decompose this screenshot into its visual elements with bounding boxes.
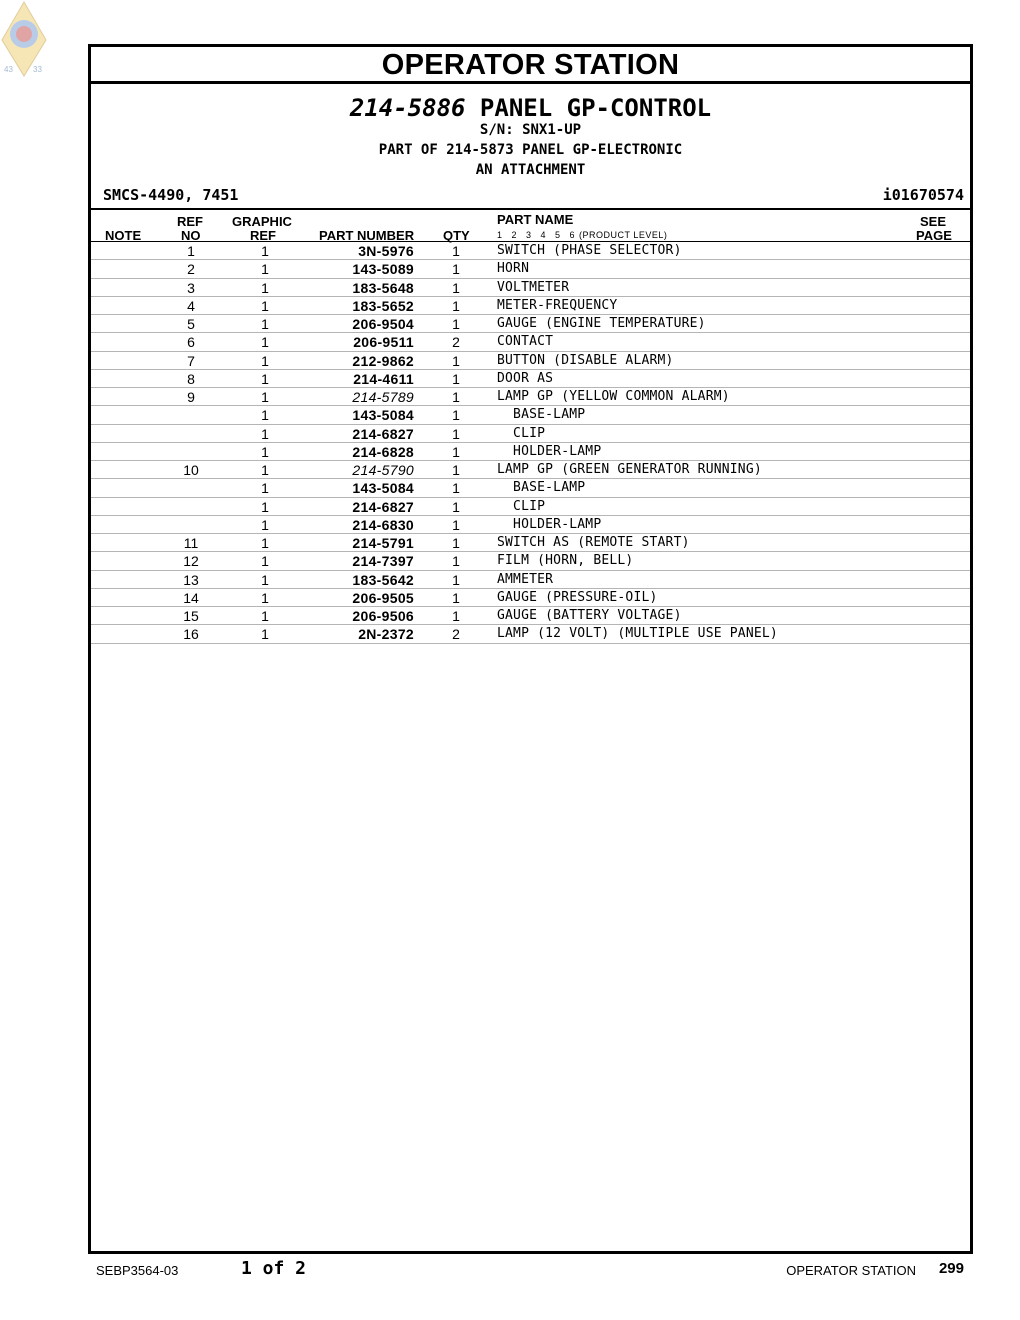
- ref-number: 7: [187, 352, 195, 369]
- section-title: OPERATOR STATION: [91, 47, 970, 84]
- product-level-header: [497, 230, 667, 240]
- table-row: [91, 297, 970, 315]
- table-row: [91, 607, 970, 625]
- part-number: 206-9504: [352, 316, 414, 332]
- graphic-ref: 1: [261, 480, 269, 497]
- ref-number: 10: [183, 462, 199, 478]
- table-header: [91, 210, 970, 242]
- quantity: 1: [452, 516, 460, 533]
- quantity: 1: [452, 407, 460, 424]
- ref-number: 13: [183, 571, 199, 588]
- illustration-id: i01670574: [882, 186, 964, 204]
- parts-list: [91, 242, 970, 644]
- part-number: 2N-2372: [358, 626, 414, 643]
- ref-number: 2: [187, 261, 195, 278]
- group-name: PANEL GP-CONTROL: [479, 94, 712, 122]
- attachment-line: AN ATTACHMENT: [475, 162, 586, 178]
- graphic-ref: 1: [261, 316, 269, 332]
- part-name: LAMP GP (YELLOW COMMON ALARM): [497, 389, 730, 404]
- part-number: 214-5790: [352, 462, 414, 478]
- table-row: [91, 370, 970, 388]
- part-name: AMMETER: [497, 571, 554, 587]
- part-number: 143-5089: [352, 261, 414, 278]
- quantity: 1: [452, 279, 460, 296]
- graphic-ref: 1: [261, 297, 269, 314]
- part-number: 214-5789: [352, 389, 414, 405]
- part-number: 214-5791: [352, 535, 414, 551]
- part-name: DOOR AS: [497, 370, 554, 386]
- col-part-name: PART NAME: [497, 212, 574, 227]
- ref-number: 9: [187, 389, 195, 405]
- part-name: METER-FREQUENCY: [497, 297, 618, 313]
- table-row: [91, 279, 970, 297]
- quantity: 1: [452, 425, 460, 442]
- part-number: 143-5084: [352, 480, 414, 497]
- table-row: [91, 333, 970, 351]
- page-of: 1 of 2: [241, 1258, 307, 1279]
- part-name: HORN: [497, 261, 530, 277]
- quantity: 1: [452, 243, 460, 259]
- ref-number: 3: [187, 279, 195, 296]
- ref-number: 11: [183, 535, 199, 551]
- graphic-ref: 1: [261, 243, 269, 259]
- table-row: [91, 315, 970, 333]
- quantity: 1: [452, 589, 460, 606]
- page-number: 299: [938, 1260, 964, 1277]
- quantity: 1: [452, 352, 460, 369]
- part-name: GAUGE (ENGINE TEMPERATURE): [497, 316, 706, 331]
- table-row: [91, 479, 970, 497]
- graphic-ref: 1: [261, 443, 269, 460]
- part-name: GAUGE (PRESSURE-OIL): [497, 589, 658, 605]
- col-qty: QTY: [443, 228, 470, 243]
- table-row: [91, 589, 970, 607]
- quantity: 1: [452, 480, 460, 497]
- table-row: [91, 352, 970, 370]
- part-name: HOLDER-LAMP: [497, 516, 602, 532]
- ref-number: 15: [183, 608, 199, 624]
- part-name: BASE-LAMP: [497, 480, 586, 496]
- part-name: GAUGE (BATTERY VOLTAGE): [497, 608, 682, 623]
- col-see-bottom: PAGE: [916, 228, 952, 243]
- part-number: 183-5648: [352, 279, 414, 296]
- serial-number: S/N: SNX1-UP: [479, 122, 582, 138]
- part-number: 3N-5976: [358, 243, 414, 259]
- col-graphic-top: GRAPHIC: [232, 214, 292, 229]
- graphic-ref: 1: [261, 516, 269, 533]
- quantity: 1: [452, 261, 460, 278]
- part-number: 183-5642: [352, 571, 414, 588]
- product-level-label: (PRODUCT LEVEL): [579, 230, 668, 240]
- smcs-code: SMCS-4490, 7451: [103, 186, 239, 204]
- table-row: [91, 260, 970, 278]
- quantity: 1: [452, 608, 460, 624]
- part-name: SWITCH AS (REMOTE START): [497, 535, 690, 550]
- table-row: [91, 498, 970, 516]
- part-number: 206-9511: [353, 334, 414, 351]
- graphic-ref: 1: [261, 352, 269, 369]
- graphic-ref: 1: [261, 334, 269, 351]
- table-row: [91, 516, 970, 534]
- table-row: [91, 552, 970, 570]
- ref-number: 14: [183, 589, 199, 606]
- part-name: BASE-LAMP: [497, 407, 586, 423]
- quantity: 2: [452, 626, 460, 643]
- logo-right-number: 33: [33, 65, 42, 74]
- graphic-ref: 1: [261, 535, 269, 551]
- quantity: 1: [452, 297, 460, 314]
- graphic-ref: 1: [261, 589, 269, 606]
- quantity: 1: [452, 389, 460, 405]
- graphic-ref: 1: [261, 261, 269, 278]
- ref-number: 16: [183, 626, 199, 643]
- part-number: 183-5652: [352, 297, 414, 314]
- graphic-ref: 1: [261, 571, 269, 588]
- document-id: SEBP3564-03: [96, 1263, 179, 1278]
- table-row: [91, 388, 970, 406]
- graphic-ref: 1: [261, 498, 269, 515]
- part-number: 214-6830: [352, 516, 414, 533]
- part-name: SWITCH (PHASE SELECTOR): [497, 243, 682, 258]
- part-number: 214-4611: [353, 370, 414, 387]
- part-number: 206-9506: [352, 608, 414, 624]
- table-row: [91, 406, 970, 424]
- table-row: [91, 625, 970, 643]
- quantity: 1: [452, 462, 460, 478]
- part-name: CLIP: [497, 498, 546, 514]
- publisher-logo-icon: [0, 0, 48, 78]
- part-name: LAMP (12 VOLT) (MULTIPLE USE PANEL): [497, 626, 778, 642]
- part-number: 143-5084: [352, 407, 414, 424]
- graphic-ref: 1: [261, 407, 269, 424]
- graphic-ref: 1: [261, 462, 269, 478]
- part-number: 214-6827: [352, 498, 414, 515]
- group-heading: [91, 84, 970, 210]
- part-name: FILM (HORN, BELL): [497, 553, 634, 569]
- table-row: [91, 461, 970, 479]
- ref-number: 1: [187, 243, 195, 259]
- ref-number: 4: [187, 297, 195, 314]
- graphic-ref: 1: [261, 425, 269, 442]
- group-part-number: 214-5886: [349, 94, 466, 122]
- ref-number: 8: [187, 370, 195, 387]
- quantity: 1: [452, 443, 460, 460]
- col-see-top: SEE: [920, 214, 947, 229]
- col-part-number: PART NUMBER: [319, 228, 415, 243]
- part-number: 214-6828: [352, 443, 414, 460]
- table-row: [91, 571, 970, 589]
- part-number: 206-9505: [352, 589, 414, 606]
- footer-section-title: OPERATOR STATION: [786, 1263, 916, 1278]
- part-name: HOLDER-LAMP: [497, 443, 602, 459]
- ref-number: 6: [187, 334, 195, 351]
- col-ref-top: REF: [177, 214, 203, 229]
- ref-number: 5: [187, 316, 195, 332]
- part-number: 214-6827: [352, 425, 414, 442]
- table-row: [91, 534, 970, 552]
- graphic-ref: 1: [261, 279, 269, 296]
- graphic-ref: 1: [261, 553, 269, 570]
- graphic-ref: 1: [261, 608, 269, 624]
- col-note: NOTE: [105, 228, 142, 243]
- parts-page-frame: [88, 44, 973, 1254]
- graphic-ref: 1: [261, 389, 269, 405]
- quantity: 1: [452, 571, 460, 588]
- part-name: BUTTON (DISABLE ALARM): [497, 352, 674, 368]
- part-name: CLIP: [497, 425, 546, 441]
- part-number: 212-9862: [352, 352, 414, 369]
- quantity: 1: [452, 553, 460, 570]
- group-title: [91, 94, 970, 122]
- part-name: CONTACT: [497, 334, 554, 350]
- table-row: [91, 242, 970, 260]
- quantity: 1: [452, 370, 460, 387]
- table-row: [91, 425, 970, 443]
- quantity: 1: [452, 498, 460, 515]
- part-of-line: PART OF 214-5873 PANEL GP-ELECTRONIC: [378, 142, 683, 158]
- part-name: LAMP GP (GREEN GENERATOR RUNNING): [497, 462, 762, 477]
- logo-left-number: 43: [4, 65, 13, 74]
- part-name: VOLTMETER: [497, 279, 570, 295]
- product-level-digits: 1 2 3 4 5 6: [497, 230, 576, 240]
- col-graphic-bottom: REF: [250, 228, 276, 243]
- graphic-ref: 1: [261, 370, 269, 387]
- quantity: 1: [452, 316, 460, 332]
- quantity: 1: [452, 535, 460, 551]
- col-ref-bottom: NO: [181, 228, 201, 243]
- page-footer: [96, 1258, 964, 1282]
- quantity: 2: [452, 334, 460, 351]
- ref-number: 12: [183, 553, 199, 570]
- part-number: 214-7397: [352, 553, 414, 570]
- table-row: [91, 443, 970, 461]
- graphic-ref: 1: [261, 626, 269, 643]
